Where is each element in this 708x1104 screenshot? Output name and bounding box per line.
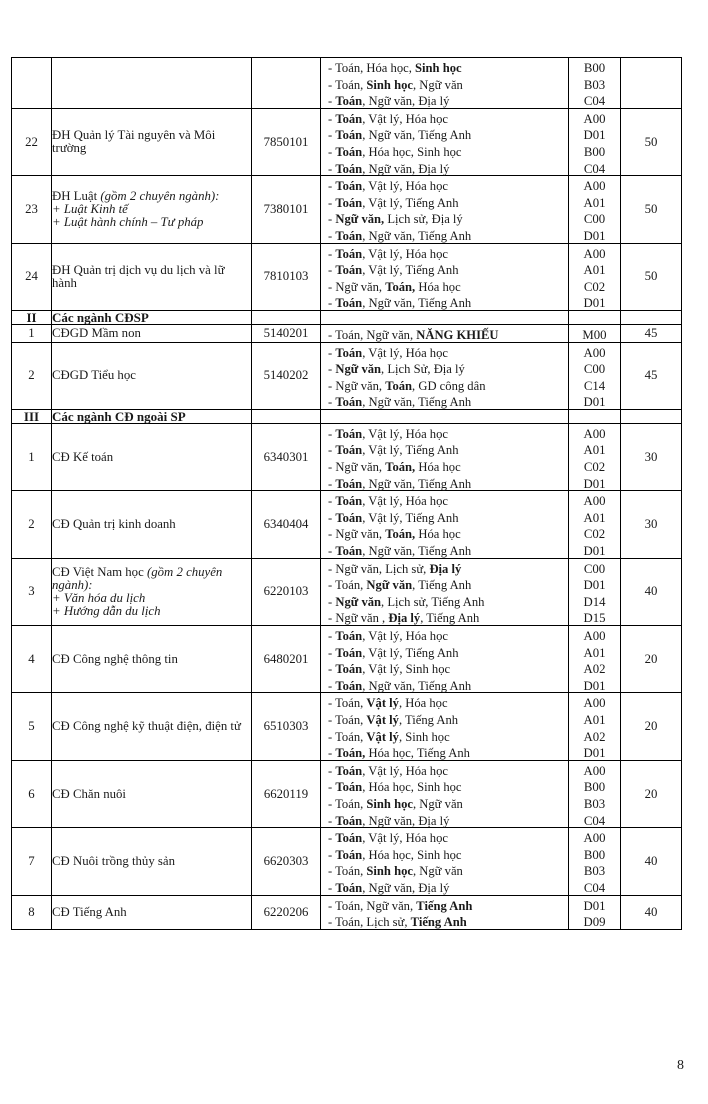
cell-program-name: [52, 58, 252, 109]
combination-item: - Toán, Sinh học, Ngữ văn: [328, 796, 463, 811]
combination-code-item: A00: [583, 111, 606, 126]
section-blank-block: [569, 310, 621, 324]
section-blank-quota: [621, 310, 682, 324]
admissions-table: [11, 57, 682, 930]
table-row: [12, 243, 682, 310]
cell-combination-codes: [569, 108, 621, 175]
cell-quota: 45: [621, 342, 682, 409]
program-name-label: CĐ Việt Nam học (gồm 2 chuyên ngành):: [52, 565, 223, 593]
combination-item: - Toán, Hóa học, Sinh học: [328, 847, 462, 862]
program-name-label: CĐ Chăn nuôi: [52, 786, 126, 801]
cell-program-name: [52, 895, 252, 929]
combination-code-item: A02: [583, 729, 606, 744]
combination-item: - Toán, Vật lý, Hóa học: [328, 179, 448, 194]
table-row: [12, 108, 682, 175]
cell-index: 7: [12, 828, 52, 895]
section-header-row: [12, 310, 682, 324]
cell-index: 22: [12, 108, 52, 175]
program-name-label: CĐ Tiếng Anh: [52, 904, 127, 919]
combination-item: - Toán, Lịch sử, Tiếng Anh: [328, 915, 467, 930]
cell-program-code: 7380101: [252, 176, 321, 243]
cell-program-code: 7810103: [252, 243, 321, 310]
table-row: [12, 324, 682, 342]
combination-item: - Toán, Ngữ văn, Tiếng Anh: [328, 678, 472, 693]
combination-code-item: C04: [583, 880, 606, 895]
combination-code-item: C04: [583, 94, 606, 109]
combination-item: - Ngữ văn, Toán, Hóa học: [328, 460, 461, 475]
cell-index: 2: [12, 491, 52, 558]
combination-code-item: B03: [583, 864, 606, 879]
cell-index: 3: [12, 558, 52, 625]
table-row: [12, 760, 682, 827]
combination-item: - Ngữ văn, Lịch sử, Địa lý: [328, 561, 462, 576]
cell-index: [12, 58, 52, 109]
combination-item: - Toán, Hóa học, Sinh học: [328, 61, 462, 75]
combination-item: - Toán, Sinh học, Ngữ văn: [328, 77, 463, 92]
combination-code-item: C02: [583, 527, 606, 542]
combination-code-item: C00: [583, 212, 606, 227]
cell-combination-codes: [569, 324, 621, 342]
combination-code-item: A00: [583, 246, 606, 261]
cell-index: 5: [12, 693, 52, 760]
program-name-label: ĐH Luật (gồm 2 chuyên ngành):: [52, 189, 220, 204]
combination-code-item: C14: [583, 378, 606, 393]
combination-code-item: B00: [583, 61, 606, 75]
cell-combination-codes: [569, 243, 621, 310]
combination-code-item: A02: [583, 662, 606, 677]
cell-subject-combinations: [321, 558, 569, 625]
combination-item: - Ngữ văn, Lịch sử, Địa lý: [328, 212, 463, 227]
cell-quota: 20: [621, 626, 682, 693]
cell-combination-codes: [569, 693, 621, 760]
program-name-label: CĐ Công nghệ thông tin: [52, 651, 178, 666]
section-number: III: [12, 409, 52, 423]
cell-index: 1: [12, 324, 52, 342]
table-row: [12, 693, 682, 760]
table-row: [12, 828, 682, 895]
section-number: II: [12, 310, 52, 324]
combination-item: - Toán, Vật lý, Hóa học: [328, 696, 448, 711]
cell-program-name: [52, 108, 252, 175]
cell-program-name: [52, 828, 252, 895]
cell-quota: 50: [621, 176, 682, 243]
combination-code-item: B00: [583, 144, 606, 159]
cell-program-name: [52, 760, 252, 827]
section-header-row: [12, 409, 682, 423]
section-blank-code: [252, 310, 321, 324]
combination-code-item: A00: [583, 696, 606, 711]
combination-code-item: D01: [583, 395, 606, 410]
program-name-label: ĐH Quản trị dịch vụ du lịch và lữ hành: [52, 262, 225, 290]
combination-item: - Toán, Vật lý, Tiếng Anh: [328, 712, 459, 727]
cell-index: 2: [12, 342, 52, 409]
program-name-label: CĐ Quản trị kinh doanh: [52, 517, 176, 532]
cell-quota: 30: [621, 423, 682, 490]
combination-code-item: A01: [583, 712, 606, 727]
cell-subject-combinations: [321, 828, 569, 895]
cell-subject-combinations: [321, 243, 569, 310]
combination-item: - Toán, Ngữ văn, Địa lý: [328, 813, 450, 828]
table-row: [12, 491, 682, 558]
combination-code-item: B00: [583, 780, 606, 795]
combination-item: - Toán, Ngữ văn, Tiếng Anh: [328, 296, 472, 311]
cell-combination-codes: [569, 58, 621, 109]
combination-item: - Toán, Vật lý, Hóa học: [328, 763, 448, 778]
cell-subject-combinations: [321, 324, 569, 342]
cell-quota: [621, 58, 682, 109]
cell-quota: 40: [621, 895, 682, 929]
page-number: 8: [677, 1058, 684, 1073]
cell-program-code: 6620303: [252, 828, 321, 895]
combination-code-item: A00: [583, 763, 606, 778]
cell-quota: 40: [621, 558, 682, 625]
cell-program-code: 6220103: [252, 558, 321, 625]
cell-combination-codes: [569, 626, 621, 693]
cell-program-name: [52, 342, 252, 409]
combination-code-item: A01: [583, 263, 606, 278]
cell-program-code: 5140201: [252, 324, 321, 342]
combination-code-item: C00: [583, 362, 606, 377]
cell-program-code: 7850101: [252, 108, 321, 175]
combination-code-item: A01: [583, 443, 606, 458]
combination-code-item: D15: [583, 611, 606, 626]
cell-program-code: [252, 58, 321, 109]
cell-combination-codes: [569, 491, 621, 558]
cell-index: 23: [12, 176, 52, 243]
cell-subject-combinations: [321, 895, 569, 929]
cell-combination-codes: [569, 423, 621, 490]
program-name-label: CĐGD Tiểu học: [52, 368, 136, 383]
combination-code-item: A01: [583, 645, 606, 660]
cell-subject-combinations: [321, 760, 569, 827]
cell-quota: 50: [621, 243, 682, 310]
combination-item: - Toán, Vật lý, Tiếng Anh: [328, 195, 459, 210]
section-blank-subject: [321, 409, 569, 423]
cell-subject-combinations: [321, 108, 569, 175]
cell-quota: 45: [621, 324, 682, 342]
cell-program-name: [52, 423, 252, 490]
combination-code-item: D01: [583, 746, 606, 761]
combination-code-item: D01: [583, 228, 606, 243]
cell-index: 4: [12, 626, 52, 693]
combination-code-item: D01: [583, 578, 606, 593]
table-row: [12, 895, 682, 929]
combination-code-item: M00: [582, 327, 607, 342]
combination-item: - Toán, Vật lý, Hóa học: [328, 111, 448, 126]
cell-program-code: 5140202: [252, 342, 321, 409]
combination-item: - Ngữ văn, Lịch Sử, Địa lý: [328, 362, 465, 377]
combination-code-item: A00: [583, 179, 606, 194]
cell-quota: 40: [621, 828, 682, 895]
table-row: [12, 58, 682, 109]
program-name-label: ĐH Quản lý Tài nguyên và Môi trường: [52, 128, 216, 155]
combination-item: - Toán, Hóa học, Sinh học: [328, 780, 462, 795]
combination-item: - Toán, Ngữ văn, NĂNG KHIẾU: [328, 327, 499, 342]
combination-item: - Toán, Ngữ văn, Tiếng Anh: [328, 476, 472, 491]
cell-quota: 30: [621, 491, 682, 558]
cell-program-code: 6510303: [252, 693, 321, 760]
combination-item: - Ngữ văn, Lịch sử, Tiếng Anh: [328, 594, 485, 609]
section-title: Các ngành CĐ ngoài SP: [52, 409, 252, 423]
cell-index: 1: [12, 423, 52, 490]
combination-item: - Ngữ văn, Toán, Hóa học: [328, 279, 461, 294]
combination-code-item: D01: [583, 678, 606, 693]
combination-item: - Ngữ văn , Địa lý, Tiếng Anh: [328, 611, 480, 626]
combination-item: - Toán, Hóa học, Tiếng Anh: [328, 746, 470, 761]
table-row: [12, 626, 682, 693]
section-blank-subject: [321, 310, 569, 324]
program-name-label: CĐ Kế toán: [52, 449, 114, 464]
combination-item: - Toán, Vật lý, Hóa học: [328, 831, 448, 846]
cell-subject-combinations: [321, 58, 569, 109]
program-subspecialty-label: + Luật Kinh tế: [52, 201, 128, 216]
cell-program-name: [52, 491, 252, 558]
combination-code-item: D14: [583, 594, 606, 609]
cell-subject-combinations: [321, 491, 569, 558]
combination-code-item: B03: [583, 796, 606, 811]
program-subspecialty-label: + Luật hành chính – Tư pháp: [52, 214, 204, 229]
program-name-label: CĐ Nuôi trồng thủy sản: [52, 853, 175, 868]
section-blank-quota: [621, 409, 682, 423]
combination-code-item: B00: [583, 847, 606, 862]
cell-program-code: 6340301: [252, 423, 321, 490]
combination-item: - Toán, Ngữ văn, Địa lý: [328, 880, 450, 895]
combination-code-item: D01: [583, 476, 606, 491]
combination-code-item: A00: [583, 629, 606, 643]
cell-index: 6: [12, 760, 52, 827]
table-row: [12, 342, 682, 409]
combination-item: - Toán, Ngữ văn, Tiếng Anh: [328, 128, 472, 143]
cell-program-name: [52, 693, 252, 760]
combination-code-item: D01: [583, 544, 606, 559]
combination-item: - Toán, Vật lý, Tiếng Anh: [328, 263, 459, 278]
combination-item: - Ngữ văn, Toán, GD công dân: [328, 378, 486, 393]
table-row: [12, 558, 682, 625]
combination-code-item: C00: [583, 561, 606, 576]
combination-item: - Toán, Ngữ văn, Địa lý: [328, 161, 450, 176]
combination-item: - Toán, Ngữ văn, Tiếng Anh: [328, 228, 472, 243]
combination-item: - Toán, Vật lý, Tiếng Anh: [328, 443, 459, 458]
combination-code-item: C02: [583, 460, 606, 475]
cell-program-name: [52, 558, 252, 625]
combination-item: - Toán, Ngữ văn, Địa lý: [328, 94, 450, 109]
cell-quota: 50: [621, 108, 682, 175]
combination-item: - Toán, Vật lý, Hóa học: [328, 246, 448, 261]
combination-code-item: D01: [583, 898, 606, 913]
cell-program-code: 6480201: [252, 626, 321, 693]
table-row: [12, 423, 682, 490]
program-subspecialty-label: + Hướng dẫn du lịch: [52, 603, 161, 618]
cell-combination-codes: [569, 828, 621, 895]
cell-combination-codes: [569, 558, 621, 625]
cell-combination-codes: [569, 895, 621, 929]
cell-subject-combinations: [321, 423, 569, 490]
cell-program-name: [52, 324, 252, 342]
cell-subject-combinations: [321, 693, 569, 760]
combination-code-item: A00: [583, 831, 606, 846]
combination-item: - Toán, Vật lý, Tiếng Anh: [328, 645, 459, 660]
program-name-label: CĐGD Mầm non: [52, 325, 141, 340]
combination-code-item: A00: [583, 426, 606, 441]
cell-combination-codes: [569, 342, 621, 409]
combination-item: - Toán, Ngữ văn, Tiếng Anh: [328, 578, 472, 593]
table-row: [12, 176, 682, 243]
combination-item: - Toán, Vật lý, Sinh học: [328, 662, 451, 677]
combination-item: - Toán, Ngữ văn, Tiếng Anh: [328, 898, 473, 913]
combination-code-item: C04: [583, 161, 606, 176]
combination-code-item: A00: [583, 494, 606, 509]
combination-item: - Toán, Ngữ văn, Tiếng Anh: [328, 395, 472, 410]
combination-item: - Toán, Vật lý, Hóa học: [328, 629, 448, 643]
section-blank-block: [569, 409, 621, 423]
cell-quota: 20: [621, 760, 682, 827]
combination-item: - Toán, Vật lý, Tiếng Anh: [328, 510, 459, 525]
combination-item: - Ngữ văn, Toán, Hóa học: [328, 527, 461, 542]
cell-program-name: [52, 176, 252, 243]
combination-item: - Toán, Vật lý, Hóa học: [328, 345, 448, 360]
cell-subject-combinations: [321, 626, 569, 693]
program-name-label: CĐ Công nghệ kỹ thuật điện, điện tử: [52, 719, 241, 734]
combination-code-item: C04: [583, 813, 606, 828]
cell-subject-combinations: [321, 342, 569, 409]
combination-code-item: B03: [583, 77, 606, 92]
combination-code-item: A01: [583, 195, 606, 210]
cell-combination-codes: [569, 760, 621, 827]
combination-code-item: A00: [583, 345, 606, 360]
combination-item: - Toán, Vật lý, Hóa học: [328, 426, 448, 441]
combination-item: - Toán, Ngữ văn, Tiếng Anh: [328, 544, 472, 559]
combination-item: - Toán, Hóa học, Sinh học: [328, 144, 462, 159]
cell-program-name: [52, 243, 252, 310]
cell-combination-codes: [569, 176, 621, 243]
combination-code-item: A01: [583, 510, 606, 525]
combination-item: - Toán, Sinh học, Ngữ văn: [328, 864, 463, 879]
cell-program-code: 6220206: [252, 895, 321, 929]
combination-item: - Toán, Vật lý, Hóa học: [328, 494, 448, 509]
cell-program-code: 6340404: [252, 491, 321, 558]
cell-index: 24: [12, 243, 52, 310]
cell-index: 8: [12, 895, 52, 929]
combination-code-item: D09: [583, 915, 606, 930]
cell-quota: 20: [621, 693, 682, 760]
cell-subject-combinations: [321, 176, 569, 243]
cell-program-code: 6620119: [252, 760, 321, 827]
section-blank-code: [252, 409, 321, 423]
section-title: Các ngành CĐSP: [52, 310, 252, 324]
combination-item: - Toán, Vật lý, Sinh học: [328, 729, 450, 744]
combination-code-item: C02: [583, 279, 606, 294]
cell-program-name: [52, 626, 252, 693]
program-subspecialty-label: + Văn hóa du lịch: [52, 590, 146, 605]
combination-code-item: D01: [583, 296, 606, 311]
combination-code-item: D01: [583, 128, 606, 143]
